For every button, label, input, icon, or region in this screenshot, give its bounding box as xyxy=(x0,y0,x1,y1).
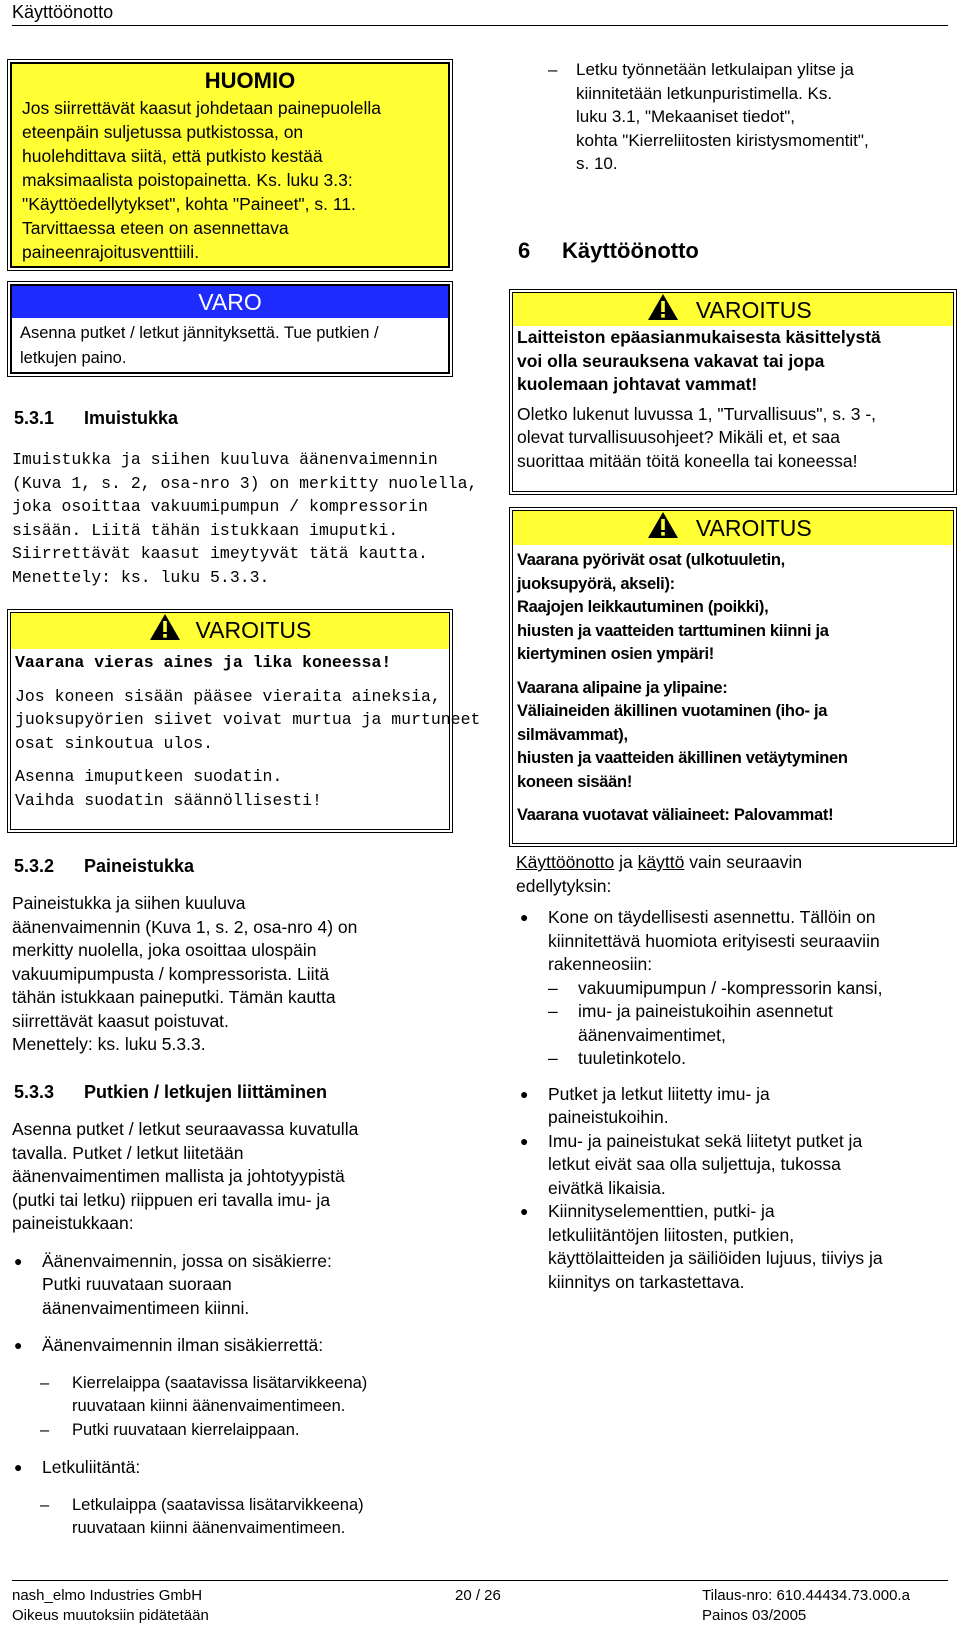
list-item-line: Äänenvaimennin ilman sisäkierrettä: xyxy=(42,1335,324,1355)
body-line: siirrettävät kaasut poistuvat. xyxy=(12,1010,229,1031)
footer-order-number: Tilaus-nro: 610.44434.73.000.a xyxy=(702,1587,910,1604)
caution-box xyxy=(10,284,450,374)
warning-title-band xyxy=(513,293,953,326)
notice-line: maksimaalista poistopainetta. Ks. luku 3.3: xyxy=(22,170,353,190)
warning-line: Oletko lukenut luvussa 1, "Turvallisuus", s. 3 -, xyxy=(517,403,877,424)
warning-line: suorittaa mitään töitä koneella tai koneessa! xyxy=(517,450,858,471)
section-heading xyxy=(10,1080,454,1104)
warning-bold-line: Vaarana alipaine ja ylipaine: xyxy=(517,678,728,697)
warning-title-band xyxy=(513,511,953,545)
list-item xyxy=(516,1130,956,1201)
list-item-line: Putket ja letkut liitetty imu- ja xyxy=(548,1083,770,1104)
notice-line: "Käyttöedellytykset", kohta "Paineet", s. 11. xyxy=(22,194,356,214)
caution-title: VARO xyxy=(198,289,262,315)
dash-line: Letku työnnetään letkulaipan ylitse ja xyxy=(576,60,854,79)
dash-line: s. 10. xyxy=(576,154,618,173)
dash-line: kiinnitetään letkunpuristimella. Ks. xyxy=(576,83,833,103)
conditions-list xyxy=(516,906,956,1294)
sub-item-line: ruuvataan kiinni äänenvaimentimeen. xyxy=(72,1519,346,1537)
body-line: merkitty nuolella, joka osoittaa ulospäin xyxy=(12,940,317,960)
body-line: tähän istukkaan paineputki. Tämän kautta xyxy=(12,987,336,1007)
body-line: Paineistukka ja siihen kuuluva xyxy=(12,893,246,913)
sub-list-item xyxy=(548,1000,956,1047)
warning-line: Vaihda suodatin säännöllisesti! xyxy=(15,790,322,810)
sub-list-item xyxy=(548,977,956,1001)
dash-icon: – xyxy=(548,1001,558,1021)
bullet-icon: ● xyxy=(520,909,529,925)
list-item-line: eivätkä likaisia. xyxy=(548,1177,666,1198)
warning-box-improper-handling xyxy=(512,292,954,492)
section-heading xyxy=(10,406,454,430)
body-line: Imuistukka ja siihen kuuluva äänenvaimennin xyxy=(12,450,438,469)
list-item-line: paineistukoihin. xyxy=(548,1107,669,1127)
list-item-line: Kone on täydellisesti asennettu. Tällöin on xyxy=(548,907,876,927)
warning-title-band xyxy=(11,613,449,649)
section-number: 5.3.2 xyxy=(14,856,55,876)
bullet-icon: ● xyxy=(520,1132,529,1149)
notice-box xyxy=(10,62,450,268)
list-item-line: Kiinnityselementtien, putki- ja xyxy=(548,1201,775,1221)
list-item xyxy=(516,1200,956,1294)
dash-icon: – xyxy=(40,1373,50,1392)
page-footer xyxy=(12,1580,948,1624)
warning-bold-line: Laitteiston epäasianmukaisesta käsittelystä xyxy=(517,327,881,347)
notice-line: eteenpäin suljetussa putkistossa, on xyxy=(22,122,304,142)
intro-link-operation: käyttö xyxy=(637,852,685,872)
sub-item-line: vakuumipumpun / -kompressorin kansi, xyxy=(578,977,883,998)
warning-line: olevat turvallisuusohjeet? Mikäli et, et saa xyxy=(517,427,840,447)
warning-line: osat sinkoutua ulos. xyxy=(15,733,214,753)
bullet-icon: ● xyxy=(520,1203,529,1219)
warning-triangle-icon xyxy=(647,511,679,539)
warning-line: Jos koneen sisään pääsee vieraita aineksia, xyxy=(15,686,441,706)
warning-bold-line: voi olla seurauksena vakavat tai jopa xyxy=(517,350,825,371)
list-item-line: letkuliitäntöjen liitosten, putkien, xyxy=(548,1224,795,1245)
body-line: äänenvaimennin (Kuva 1, s. 2, osa-nro 4) on xyxy=(12,916,358,937)
footer-rights: Oikeus muutoksiin pidätetään xyxy=(12,1607,209,1624)
page-header xyxy=(12,0,948,26)
dash-icon: – xyxy=(40,1420,50,1439)
conditions-intro xyxy=(516,850,956,898)
sub-item-line: Putki ruuvataan kierrelaippaan. xyxy=(72,1420,300,1439)
warning-bold-line: Vaarana vuotavat väliaineet: Palovammat! xyxy=(517,806,834,824)
section-title: Putkien / letkujen liittäminen xyxy=(84,1082,328,1102)
list-item xyxy=(10,1334,454,1358)
section-5-3-3 xyxy=(10,1080,454,1541)
list-item-line: kiinnitys on tarkastettava. xyxy=(548,1271,745,1292)
caution-line: Asenna putket / letkut jännityksettä. Tue putkien / xyxy=(20,324,379,342)
intro-word: ja xyxy=(619,852,633,872)
section-5-3-1 xyxy=(10,406,478,589)
right-top-dash-item xyxy=(514,58,954,176)
sub-list-item xyxy=(10,1419,454,1443)
list-item-line: Imu- ja paineistukat sekä liitetyt putket ja xyxy=(548,1130,863,1151)
section-title: Paineistukka xyxy=(84,856,195,876)
warning-line: juoksupyörien siivet voivat murtua ja murtuneet xyxy=(15,710,481,729)
intro-link-commissioning: Käyttöönotto xyxy=(516,852,615,872)
sub-list-item xyxy=(548,1047,956,1071)
body-line: Menettely: ks. luku 5.3.3. xyxy=(12,1034,206,1054)
section-number: 5.3.3 xyxy=(14,1082,55,1102)
body-line: (putki tai letku) riippuen eri tavalla imu- ja xyxy=(12,1189,331,1210)
list-item-line: Äänenvaimennin, jossa on sisäkierre: xyxy=(42,1250,332,1271)
body-line: (Kuva 1, s. 2, osa-nro 3) on merkitty nuolella, xyxy=(12,473,478,493)
header-title: Käyttöönotto xyxy=(12,2,114,22)
intro-word: vain seuraavin xyxy=(689,852,803,872)
body-line: Asenna putket / letkut seuraavassa kuvatulla xyxy=(12,1119,359,1139)
warning-bold-line: silmävammat), xyxy=(517,725,628,744)
body-line: Siirrettävät kaasut imeytyvät tätä kautta. xyxy=(12,544,428,563)
footer-page-number: 20 / 26 xyxy=(455,1587,501,1604)
section-title: Imuistukka xyxy=(84,408,179,428)
dash-icon: – xyxy=(548,60,558,79)
list-item-line: rakenneosiin: xyxy=(548,954,653,974)
warning-triangle-icon xyxy=(647,293,679,321)
body-line: tavalla. Putket / letkut liitetään xyxy=(12,1142,244,1163)
list-item-line: kiinnitettävä huomiota erityisesti seuraaviin xyxy=(548,930,880,951)
list-item-line: käyttölaitteiden ja säiliöiden lujuus, tiiviys ja xyxy=(548,1248,883,1268)
notice-line: Tarvittaessa eteen on asennettava xyxy=(22,218,289,238)
dash-icon: – xyxy=(548,1048,558,1068)
warning-bold-line: kuolemaan johtavat vammat! xyxy=(517,374,758,394)
list-item xyxy=(10,1456,454,1480)
warning-line: Asenna imuputkeen suodatin. xyxy=(15,767,283,786)
body-line: Menettely: ks. luku 5.3.3. xyxy=(12,567,270,587)
list-item-line: Putki ruuvataan suoraan xyxy=(42,1274,232,1294)
warning-bold-line: Vaarana pyörivät osat (ulkotuuletin, xyxy=(517,551,785,569)
warning-title: VAROITUS xyxy=(195,617,312,643)
body-line: vakuumipumpusta / kompressorista. Liitä xyxy=(12,963,330,984)
sub-item-line: Letkulaippa (saatavissa lisätarvikkeena) xyxy=(72,1495,364,1514)
section-number: 5.3.1 xyxy=(14,408,55,428)
warning-title: VAROITUS xyxy=(695,297,812,323)
sub-item-line: Kierrelaippa (saatavissa lisätarvikkeena) xyxy=(72,1373,368,1392)
list-item-line: äänenvaimentimeen kiinni. xyxy=(42,1297,250,1318)
list-item xyxy=(10,1250,454,1321)
intro-line: edellytyksin: xyxy=(516,876,612,896)
list-item-line: Letkuliitäntä: xyxy=(42,1457,141,1477)
sub-list-item xyxy=(10,1372,454,1419)
section-heading xyxy=(10,854,454,878)
dash-line: luku 3.1, "Mekaaniset tiedot", xyxy=(576,107,796,126)
warning-box-rotating-parts xyxy=(512,510,954,844)
chapter-number: 6 xyxy=(518,238,531,263)
notice-line: huolehdittava siitä, että putkisto kestää xyxy=(22,146,323,166)
notice-title: HUOMIO xyxy=(204,68,296,93)
dash-line: kohta "Kierreliitosten kiristysmomentit", xyxy=(576,130,869,150)
list-item xyxy=(516,906,956,977)
body-line: paineistukkaan: xyxy=(12,1213,134,1233)
list-item-line: letkut eivät saa olla suljettuja, tukossa xyxy=(548,1154,841,1174)
bullet-icon: ● xyxy=(14,1337,23,1353)
bullet-icon: ● xyxy=(520,1085,529,1102)
warning-title: VAROITUS xyxy=(695,515,812,541)
notice-line: Jos siirrettävät kaasut johdetaan painepuolella xyxy=(22,98,381,118)
warning-box-foreign-matter xyxy=(10,612,481,830)
body-line: joka osoittaa vakuumipumpun / kompressorin xyxy=(12,497,428,516)
sub-item-line: ruuvataan kiinni äänenvaimentimeen. xyxy=(72,1397,346,1415)
chapter-heading xyxy=(518,236,958,266)
sub-list-item xyxy=(10,1494,454,1541)
warning-bold-line: kiertyminen osien ympäri! xyxy=(517,645,714,663)
caution-line: letkujen paino. xyxy=(20,349,127,367)
warning-bold-line: Raajojen leikkautuminen (poikki), xyxy=(517,598,769,616)
bullet-icon: ● xyxy=(14,1252,23,1269)
chapter-title: Käyttöönotto xyxy=(562,238,699,263)
bullet-icon: ● xyxy=(14,1459,23,1475)
sub-item-line: äänenvaimentimet, xyxy=(578,1024,726,1045)
sub-item-line: imu- ja paineistukoihin asennetut xyxy=(578,1001,833,1021)
warning-bold-line: hiusten ja vaatteiden tarttuminen kiinni ja xyxy=(517,621,829,640)
warning-bold-line: Väliaineiden äkillinen vuotaminen (iho- ja xyxy=(517,702,828,720)
warning-bold-line: koneen sisään! xyxy=(517,772,633,791)
warning-bold-line: juoksupyörä, akseli): xyxy=(517,574,675,593)
footer-company: nash_elmo Industries GmbH xyxy=(12,1587,203,1604)
sub-item-line: tuuletinkotelo. xyxy=(578,1048,686,1068)
body-line: äänenvaimentimen mallista ja johtotyypistä xyxy=(12,1166,345,1186)
dash-icon: – xyxy=(548,977,558,998)
body-line: sisään. Liitä tähän istukkaan imuputki. xyxy=(12,520,399,540)
warning-headline: Vaarana vieras aines ja lika koneessa! xyxy=(15,653,392,672)
notice-line: paineenrajoitusventtiili. xyxy=(22,242,200,262)
warning-triangle-icon xyxy=(149,613,181,641)
section-5-3-2 xyxy=(10,854,454,1057)
footer-edition: Painos 03/2005 xyxy=(702,1607,807,1624)
caution-title-band xyxy=(12,286,448,318)
list-item xyxy=(516,1083,956,1130)
warning-bold-line: hiusten ja vaatteiden äkillinen vetäytyminen xyxy=(517,749,848,767)
sub-list xyxy=(516,977,956,1071)
dash-icon: – xyxy=(40,1495,50,1514)
